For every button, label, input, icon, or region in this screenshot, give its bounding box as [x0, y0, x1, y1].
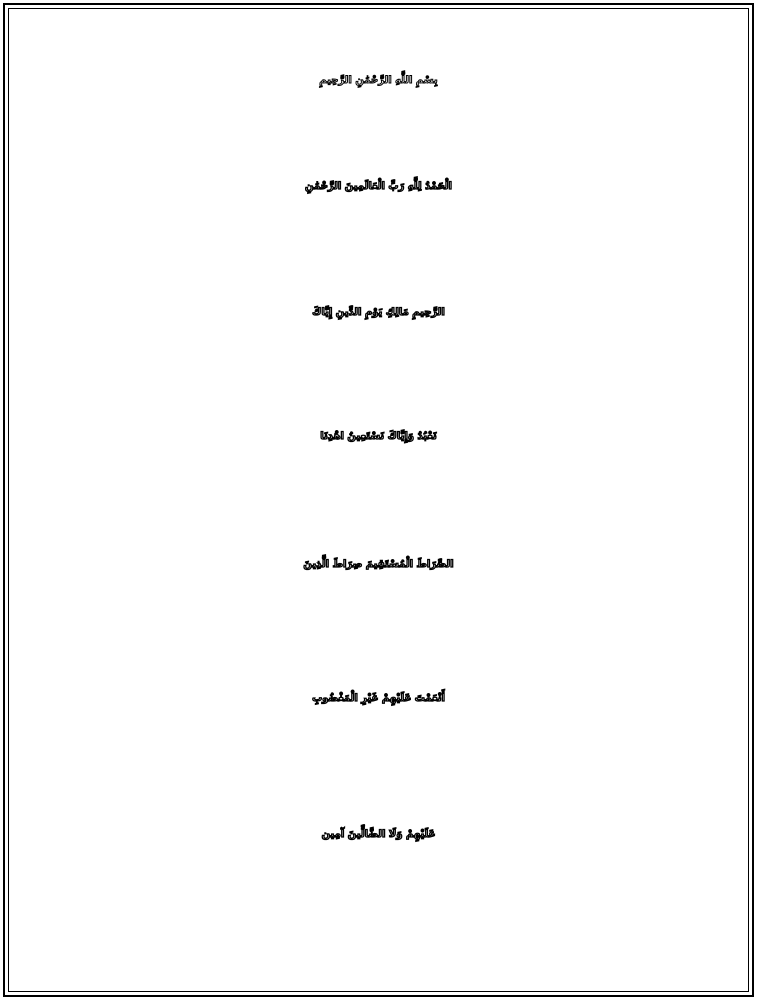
verse-line-4: الصِّرَاطَ الْمُسْتَقِيمَ صِرَاطَ الَّذِينَ [303, 559, 454, 570]
verse-line-1: الْحَمْدُ لِلَّهِ رَبِّ الْعَالَمِينَ الرَّحْمَٰنِ [305, 181, 452, 192]
verse-line-2: الرَّحِيمِ مَالِكِ يَوْمِ الدِّينِ إِيَّاكَ [312, 307, 445, 318]
calligraphy-panel [40, 40, 717, 960]
basmala-text: بِسْمِ اللَّهِ الرَّحْمَٰنِ الرَّحِيمِ [319, 75, 438, 86]
verse-line-6: عَلَيْهِمْ وَلَا الضَّالِّينَ آمِين [321, 829, 436, 840]
verse-line-3: نَعْبُدُ وَإِيَّاكَ نَسْتَعِينُ اهْدِنَا [320, 431, 437, 442]
verse-line-5: أَنْعَمْتَ عَلَيْهِمْ غَيْرِ الْمَغْضُوبِ [312, 693, 445, 704]
